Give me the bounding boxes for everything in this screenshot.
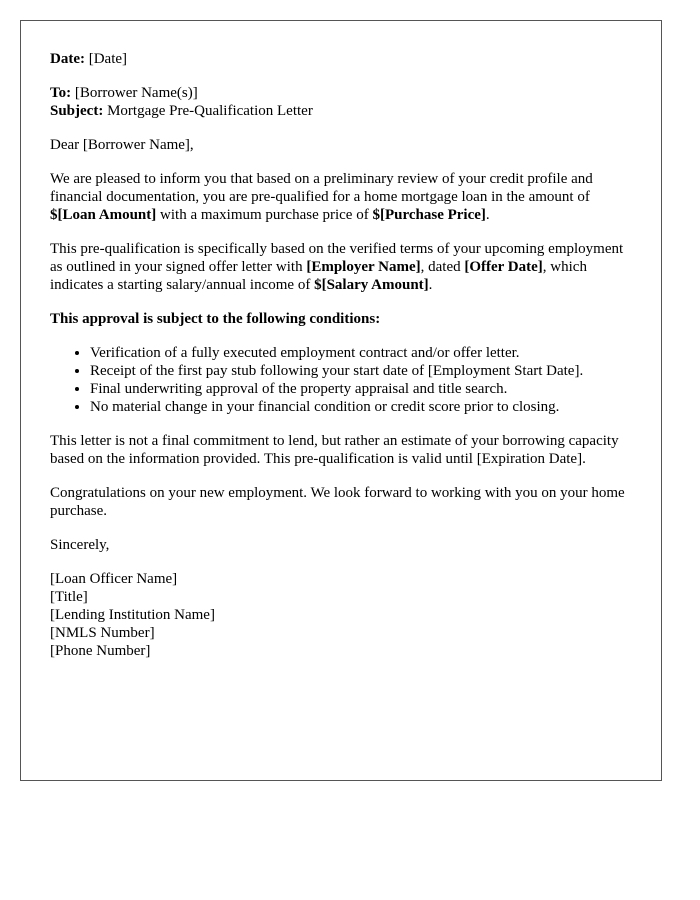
conditions-heading <box>50 310 635 328</box>
date-line <box>50 50 635 68</box>
paragraph-congratulations: Congratulations on your new employment. We look forward to working with you on your home purchase. <box>50 485 625 519</box>
subject-label: Subject: <box>50 103 104 119</box>
salary-amount: $[Salary Amount] <box>314 277 429 293</box>
conditions-list <box>50 344 635 416</box>
date-value: [Date] <box>88 51 128 67</box>
to-line <box>50 84 635 102</box>
condition-item: • Receipt of the first pay stub following your start date of [Employment Start Date]. <box>90 362 635 380</box>
paragraph-text: . <box>428 277 433 293</box>
paragraph-disclaimer: This letter is not a final commitment to lend, but rather an estimate of your borrowing capacity based on the information provided. This pre-qualification is valid until [Expiration Date]. <box>50 433 619 467</box>
to-label: To: <box>50 85 72 101</box>
paragraph-employment <box>50 240 635 294</box>
closing: Sincerely, <box>50 537 110 553</box>
conditions-heading-text: This approval is subject to the following conditions: <box>50 311 381 327</box>
purchase-price: $[Purchase Price] <box>372 207 486 223</box>
condition-item: • Verification of a fully executed employment contract and/or offer letter. <box>90 344 635 362</box>
signature-block <box>50 570 635 660</box>
paragraph-text: This pre-qualification is specifically based on the verified terms of your upcoming employment as outlined in your signed offer letter with <box>50 241 624 275</box>
paragraph-text: , which indicates a starting salary/annual income of <box>50 259 587 293</box>
date-label: Date: <box>50 51 85 67</box>
paragraph-text: , dated <box>420 259 465 275</box>
phone-number: [Phone Number] <box>50 643 151 659</box>
condition-item: • No material change in your financial condition or credit score prior to closing. <box>90 398 635 416</box>
to-value: [Borrower Name(s)] <box>74 85 198 101</box>
subject-value: Mortgage Pre-Qualification Letter <box>107 103 313 119</box>
condition-item: • Final underwriting approval of the property appraisal and title search. <box>90 380 635 398</box>
employer-name: [Employer Name] <box>306 259 421 275</box>
letter-body <box>50 50 635 676</box>
paragraph-text: We are pleased to inform you that based on a preliminary review of your credit profile and financial documentation, you are pre-qualified for a home mortgage loan in the amount of <box>50 171 593 205</box>
paragraph-loan-amount <box>50 170 635 224</box>
offer-date: [Offer Date] <box>464 259 543 275</box>
letter-page <box>20 20 662 781</box>
lending-institution-name: [Lending Institution Name] <box>50 607 215 623</box>
paragraph-text: with a maximum purchase price of <box>156 207 373 223</box>
loan-amount: $[Loan Amount] <box>50 207 157 223</box>
nmls-number: [NMLS Number] <box>50 625 155 641</box>
officer-title: [Title] <box>50 589 88 605</box>
loan-officer-name: [Loan Officer Name] <box>50 571 178 587</box>
salutation: Dear [Borrower Name], <box>50 137 194 153</box>
paragraph-text: . <box>485 207 490 223</box>
subject-line <box>50 102 635 120</box>
